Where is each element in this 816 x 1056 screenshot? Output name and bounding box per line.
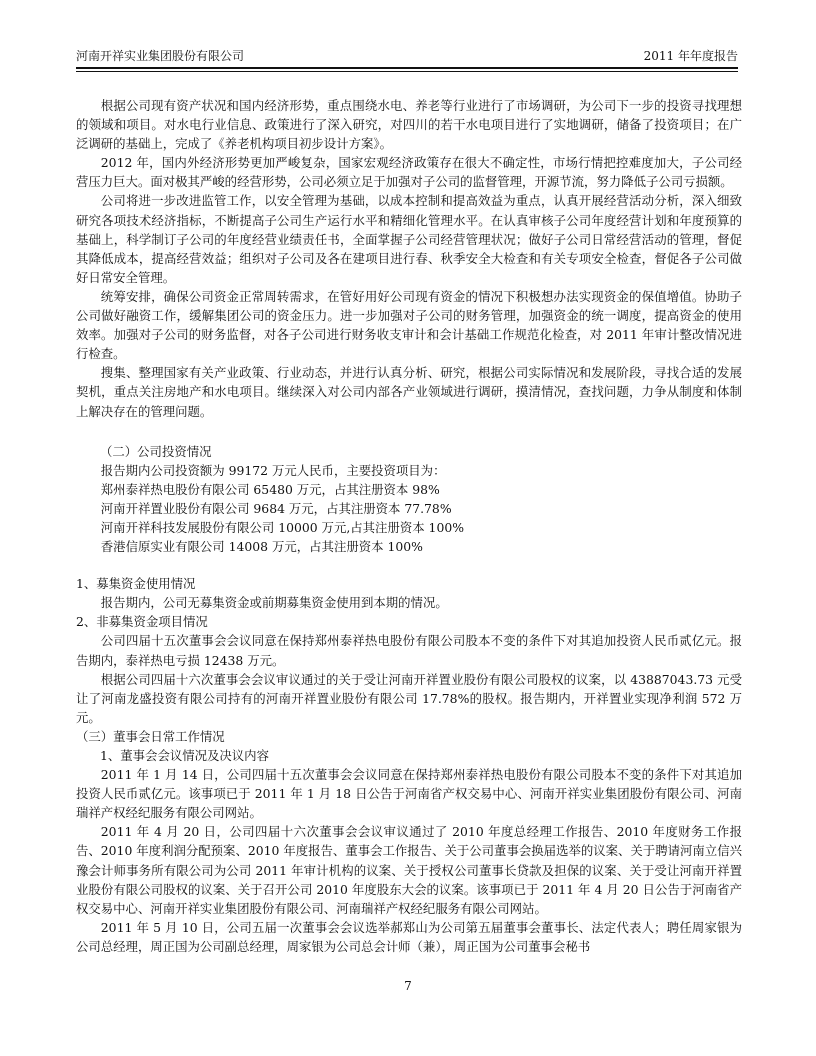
paragraph-market-research: 根据公司现有资产状况和国内经济形势，重点围绕水电、养老等行业进行了市场调研，为公司下一步的投资寻找理想的领域和项目。对水电行业信息、政策进行了深入研究，对四川的若干水电项目进行了实地调研，储备了投资项目；在广泛调研的基础上，完成了《养老机构项目初步设计方案》。 — [76, 98, 742, 152]
investment-item: 香港信原实业有限公司 14008 万元，占其注册资本 100% — [100, 539, 423, 555]
document-body — [76, 96, 742, 956]
page-header — [76, 46, 738, 66]
investment-summary: 报告期内公司投资额为 99172 万元人民币，主要投资项目为： — [100, 462, 446, 478]
investment-item: 河南开祥置业股份有限公司 9684 万元，占其注册资本 77.78% — [100, 500, 452, 516]
paragraph-industry-research: 搜集、整理国家有关产业政策、行业动态，并进行认真分析、研究，根据公司实际情况和发展阶段，寻找合适的发展契机，重点关注房地产和水电项目。继续深入对公司内部各产业领域进行调研，摸清情况，查找问题，力争从制度和体制上解决存在的管理问题。 — [76, 365, 742, 419]
board-meetings-subheading: 1、董事会会议情况及决议内容 — [100, 748, 269, 763]
investment-item: 河南开祥科技发展股份有限公司 10000 万元,占其注册资本 100% — [100, 519, 464, 535]
header-rule-thin — [76, 71, 738, 72]
non-raised-funds-heading: 2、非募集资金项目情况 — [76, 614, 208, 630]
raised-funds-text: 报告期内，公司无募集资金或前期募集资金使用到本期的情况。 — [100, 595, 448, 611]
raised-funds-heading: 1、募集资金使用情况 — [76, 576, 196, 592]
board-meeting-apr: 2011 年 4 月 20 日，公司四届十六次董事会会议审议通过了 2010 年度总经理工作报告、2010 年度财务工作报告、2010 年度利润分配预案、2010 年度报告、董事会工作报告、关于公司董事会换届选举的议案、关于聘请河南立信兴豫会计师事务所有限公司为公司 2011 年审计机构的议案、关于授权公司董事长贷款及担保的议案、关于受让河南开祥置业股份有限公司股权的议案、关于召开公司 2010 年度股东大会的议案。该事项已于 2011 年 4 月 20 日公告于河南省产权交易中心、河南开祥实业集团股份有限公司、河南瑞祥产权经纪服务有限公司网站。 — [76, 824, 742, 916]
spacer — [76, 421, 742, 442]
board-heading: （三）董事会日常工作情况 — [76, 728, 225, 744]
spacer — [76, 556, 742, 574]
paragraph-supervision: 公司将进一步改进监管工作，以安全管理为基础，以成本控制和提高效益为重点，认真开展经营活动分析，深入细致研究各项技术经济指标，不断提高子公司生产运行水平和精细化管理水平。在认真审核子公司年度经营计划和年度预算的基础上，科学制订子公司的年度经营业绩责任书，全面掌握子公司经营管理状况；做好子公司日常经营活动的管理，督促其降低成本，提高经营效益；组织对子公司及各在建项目进行春、秋季安全大检查和有关专项安全检查，督促各子公司做好日常安全管理。 — [76, 193, 742, 285]
header-rule-thick — [76, 67, 738, 69]
header-report-title: 2011 年年度报告 — [643, 49, 738, 63]
header-company: 河南开祥实业集团股份有限公司 — [76, 49, 245, 63]
equity-transfer-text: 根据公司四届十六次董事会会议审议通过的关于受让河南开祥置业股份有限公司股权的议案，以 43887043.73 元受让了河南龙盛投资有限公司持有的河南开祥置业股份有限公司 17.78%的股权。报告期内，开祥置业实现净利润 572 万元。 — [76, 671, 742, 725]
paragraph-fund-management: 统筹安排，确保公司资金正常周转需求，在管好用好公司现有资金的情况下积极想办法实现资金的保值增值。协助子公司做好融资工作，缓解集团公司的资金压力。进一步加强对子公司的财务管理，加强资金的统一调度，提高资金的使用效率。加强对子公司的财务监督，对各子公司进行财务收支审计和会计基础工作规范化检查，对 2011 年审计整改情况进行检查。 — [76, 288, 742, 362]
board-meeting-jan: 2011 年 1 月 14 日，公司四届十五次董事会会议同意在保持郑州泰祥热电股份有限公司股本不变的条件下对其追加投资人民币贰亿元。该事项已于 2011 年 1 月 18 日公告于河南省产权交易中心、河南开祥实业集团股份有限公司、河南瑞祥产权经纪服务有限公司网站。 — [76, 767, 742, 821]
page-number: 7 — [404, 979, 412, 993]
board-meeting-may: 2011 年 5 月 10 日，公司五届一次董事会会议选举郝郑山为公司第五届董事会董事长、法定代表人；聘任周家银为公司总经理，周正国为公司副总经理，周家银为公司总会计师（兼），周正国为公司董事会秘书 — [76, 919, 742, 954]
non-raised-funds-text: 公司四届十五次董事会会议同意在保持郑州泰祥热电股份有限公司股本不变的条件下对其追加投资人民币贰亿元。报告期内，泰祥热电亏损 12438 万元。 — [76, 633, 742, 668]
investment-heading: （二）公司投资情况 — [100, 443, 212, 459]
investment-item: 郑州泰祥热电股份有限公司 65480 万元，占其注册资本 98% — [100, 481, 440, 497]
paragraph-2012-outlook: 2012 年，国内外经济形势更加严峻复杂，国家宏观经济政策存在很大不确定性，市场行情把控难度加大，子公司经营压力巨大。面对极其严峻的经营形势，公司必须立足于加强对子公司的监督管理，开源节流，努力降低子公司亏损额。 — [76, 155, 742, 190]
